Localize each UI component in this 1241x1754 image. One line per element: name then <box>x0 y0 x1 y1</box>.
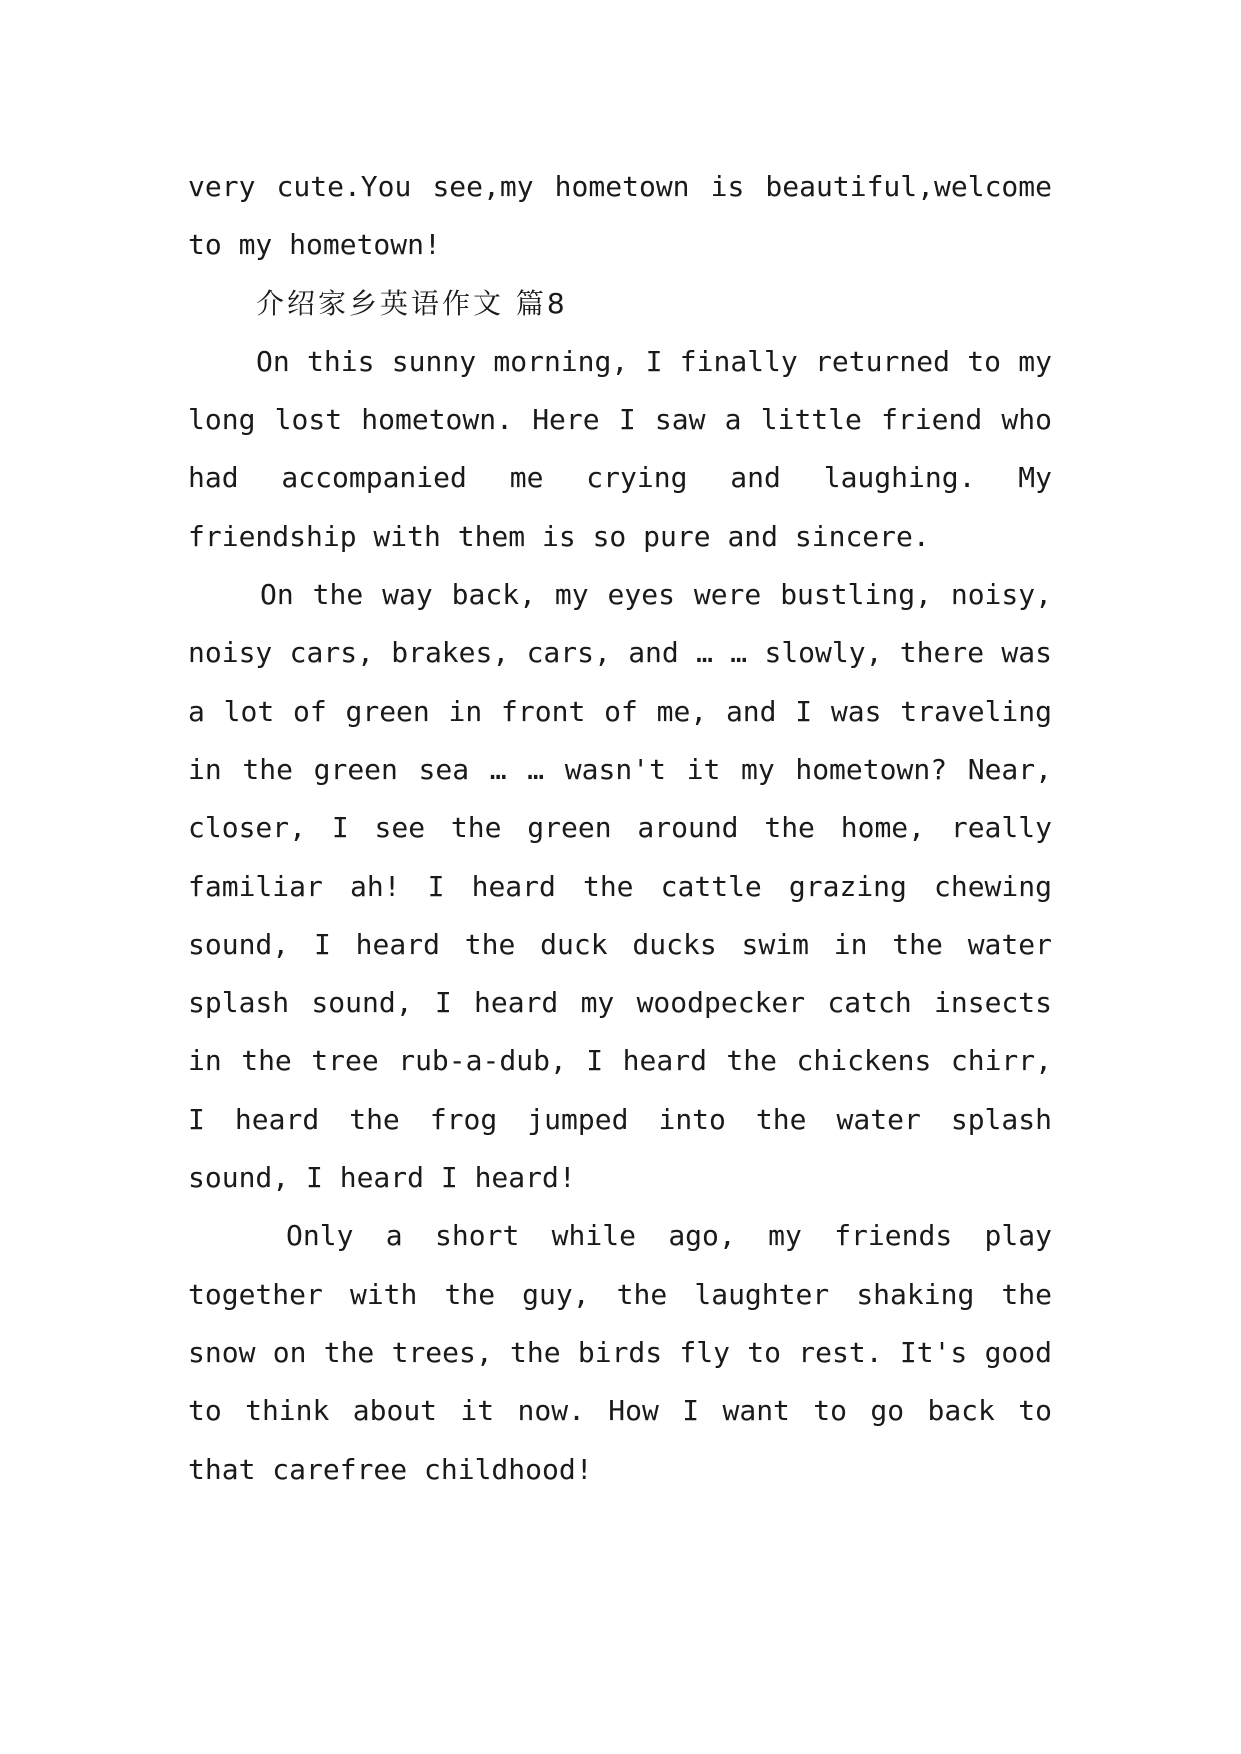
paragraph-2: On the way back, my eyes were bustling, noisy, noisy cars, brakes, cars, and … … slowly, there was a lot of green in front of me, and I was traveling in the green sea … … wasn't it my hometown? Near, closer, I see the green around the home, really familiar ah! I heard the cattle grazing chewing sound, I heard the duck ducks swim in the water splash sound, I heard my woodpecker catch insects in the tree rub-a-dub, I heard the chickens chirr, I heard the frog jumped into the water splash sound, I heard I heard! <box>188 578 1052 1195</box>
paragraph-3: Only a short while ago, my friends play together with the guy, the laughter shaking the snow on the trees, the birds fly to rest. It's good to think about it now. How I want to go back to that carefree childhood! <box>188 1219 1052 1486</box>
section-heading: 介绍家乡英语作文 篇8 <box>256 286 568 320</box>
paragraph-1: On this sunny morning, I finally returned to my long lost hometown. Here I saw a little friend who had accompanied me crying and laughing. My friendship with them is so pure and sincere. <box>188 344 1052 553</box>
intro-tail-paragraph: very cute.You see,my hometown is beautiful,welcome to my hometown! <box>188 170 1052 262</box>
document-body <box>188 158 1052 1499</box>
